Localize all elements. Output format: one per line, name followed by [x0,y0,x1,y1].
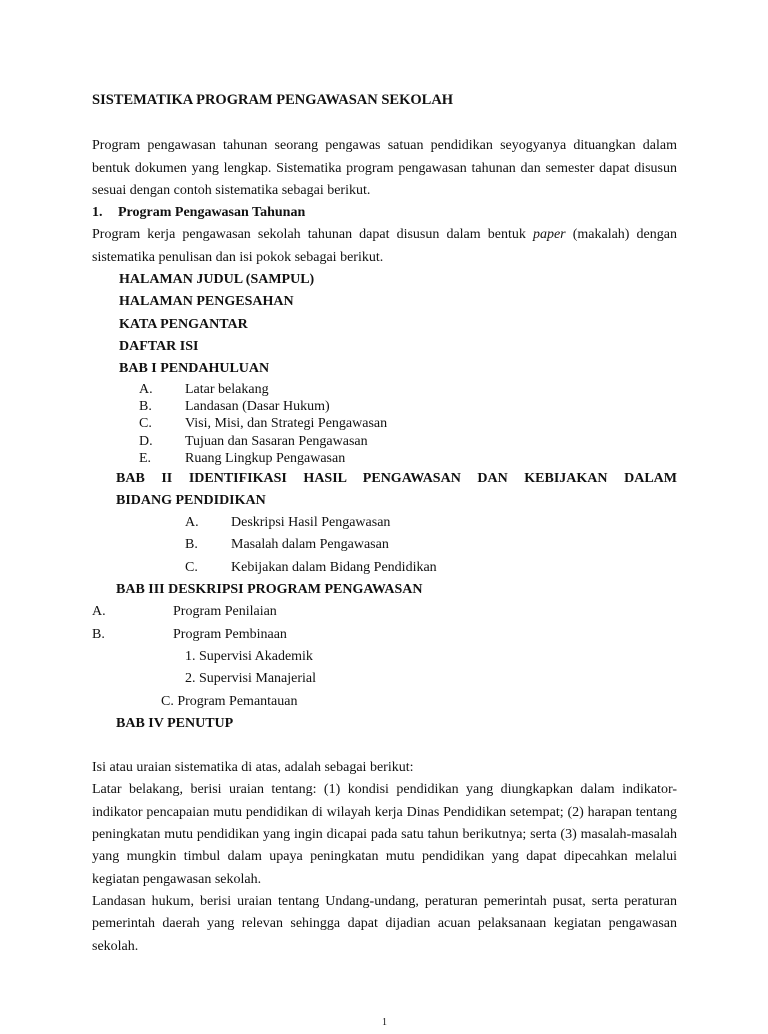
list-item [139,433,677,450]
item-text: Kebijakan dalam Bidang Pendidikan [231,559,437,575]
item-text: Program Penilaian [173,604,277,620]
list-item [185,512,677,534]
section-1-paragraph [92,224,677,269]
outline-front-item: KATA PENGANTAR [119,316,248,332]
outline-front-item: HALAMAN PENGESAHAN [119,294,294,310]
section-1-title: Program Pengawasan Tahunan [118,205,306,221]
spacer [92,735,677,757]
item-text: Latar belakang [185,381,269,397]
para-text: (makalah) dengan sistematika penulisan dan isi pokok sebagai berikut. [92,227,677,265]
bab2-heading-line2: BIDANG PENDIDIKAN [116,492,266,508]
list-item [92,624,677,646]
closing-paragraph: Isi atau uraian sistematika di atas, adalah sebagai berikut: [92,760,414,776]
list-subitem: 2. Supervisi Manajerial [185,671,317,687]
item-letter: B. [139,398,152,414]
item-letter: B. [92,626,105,642]
bab1-heading: BAB I PENDAHULUAN [119,361,270,377]
list-item [139,398,677,415]
document-title: SISTEMATIKA PROGRAM PENGAWASAN SEKOLAH [92,92,454,108]
item-letter: E. [139,451,152,467]
para-italic: paper [532,227,566,243]
outline-front-item: DAFTAR ISI [119,338,199,354]
bab1-list [139,381,677,468]
bab2-heading-line1: BAB II IDENTIFIKASI HASIL PENGAWASAN DAN KEBIJAKAN DALAM [116,470,677,486]
item-text: Deskripsi Hasil Pengawasan [231,515,391,531]
item-letter: C. [139,416,152,432]
item-text: Tujuan dan Sasaran Pengawasan [185,433,368,449]
list-item [92,601,677,623]
closing-paragraph: Latar belakang, berisi uraian tentang: (1) kondisi pendidikan yang diungkapkan dalam indikator-indikator pencapaian mutu pendidikan di wilayah kerja Dinas Pendidikan setempat; (2) harapan tentang peningkatan mutu pendidikan yang ingin dicapai pada satu tahun berikutnya; serta (3) masalah-masalah yang mungkin timbul dalam upaya peningkatan mutu pendidikan yang dapat dipecahkan melalui kegiatan pengawasan sekolah. [92,782,677,887]
item-letter: B. [185,537,198,553]
bab3-list [92,601,677,712]
item-text: Ruang Lingkup Pengawasan [185,451,346,467]
item-letter: C. [185,559,198,575]
item-text: Landasan (Dasar Hukum) [185,398,330,414]
list-item [185,534,677,556]
list-item [185,557,677,579]
closing-paragraph: Landasan hukum, berisi uraian tentang Undang-undang, peraturan pemerintah pusat, serta peraturan pemerintah daerah yang relevan sehingga dapat dijadian acuan pelaksanaan kegiatan pengawasan sekolah. [92,893,677,954]
page-number: 1 [382,1017,387,1028]
outline-front-item: HALAMAN JUDUL (SAMPUL) [119,272,315,288]
section-1-number: 1. [92,205,103,221]
item-text: Masalah dalam Pengawasan [231,537,389,553]
list-item [139,415,677,432]
bab3-heading: BAB III DESKRIPSI PROGRAM PENGAWASAN [116,582,423,598]
item-letter: A. [92,604,106,620]
list-subitem: 1. Supervisi Akademik [185,648,313,664]
item-text: Program Pembinaan [173,626,287,642]
para-text: Program kerja pengawasan sekolah tahunan dapat disusun dalam bentuk [92,227,533,243]
list-item: C. Program Pemantauan [161,693,298,709]
item-letter: A. [185,515,199,531]
intro-paragraph: Program pengawasan tahunan seorang pengawas satuan pendidikan seyogyanya dituangkan dalam bentuk dokumen yang lengkap. Sistematika program pengawasan tahunan dan semester dapat disusun sesuai dengan contoh sistematika sebagai berikut. [92,138,677,198]
bab2-list [185,512,677,579]
list-item [139,381,677,398]
item-letter: A. [139,381,153,397]
section-1-heading [92,202,677,224]
bab4-heading: BAB IV PENUTUP [116,715,234,731]
item-letter: D. [139,433,153,449]
list-item [139,450,677,467]
document-page [92,89,677,958]
item-text: Visi, Misi, dan Strategi Pengawasan [185,416,388,432]
